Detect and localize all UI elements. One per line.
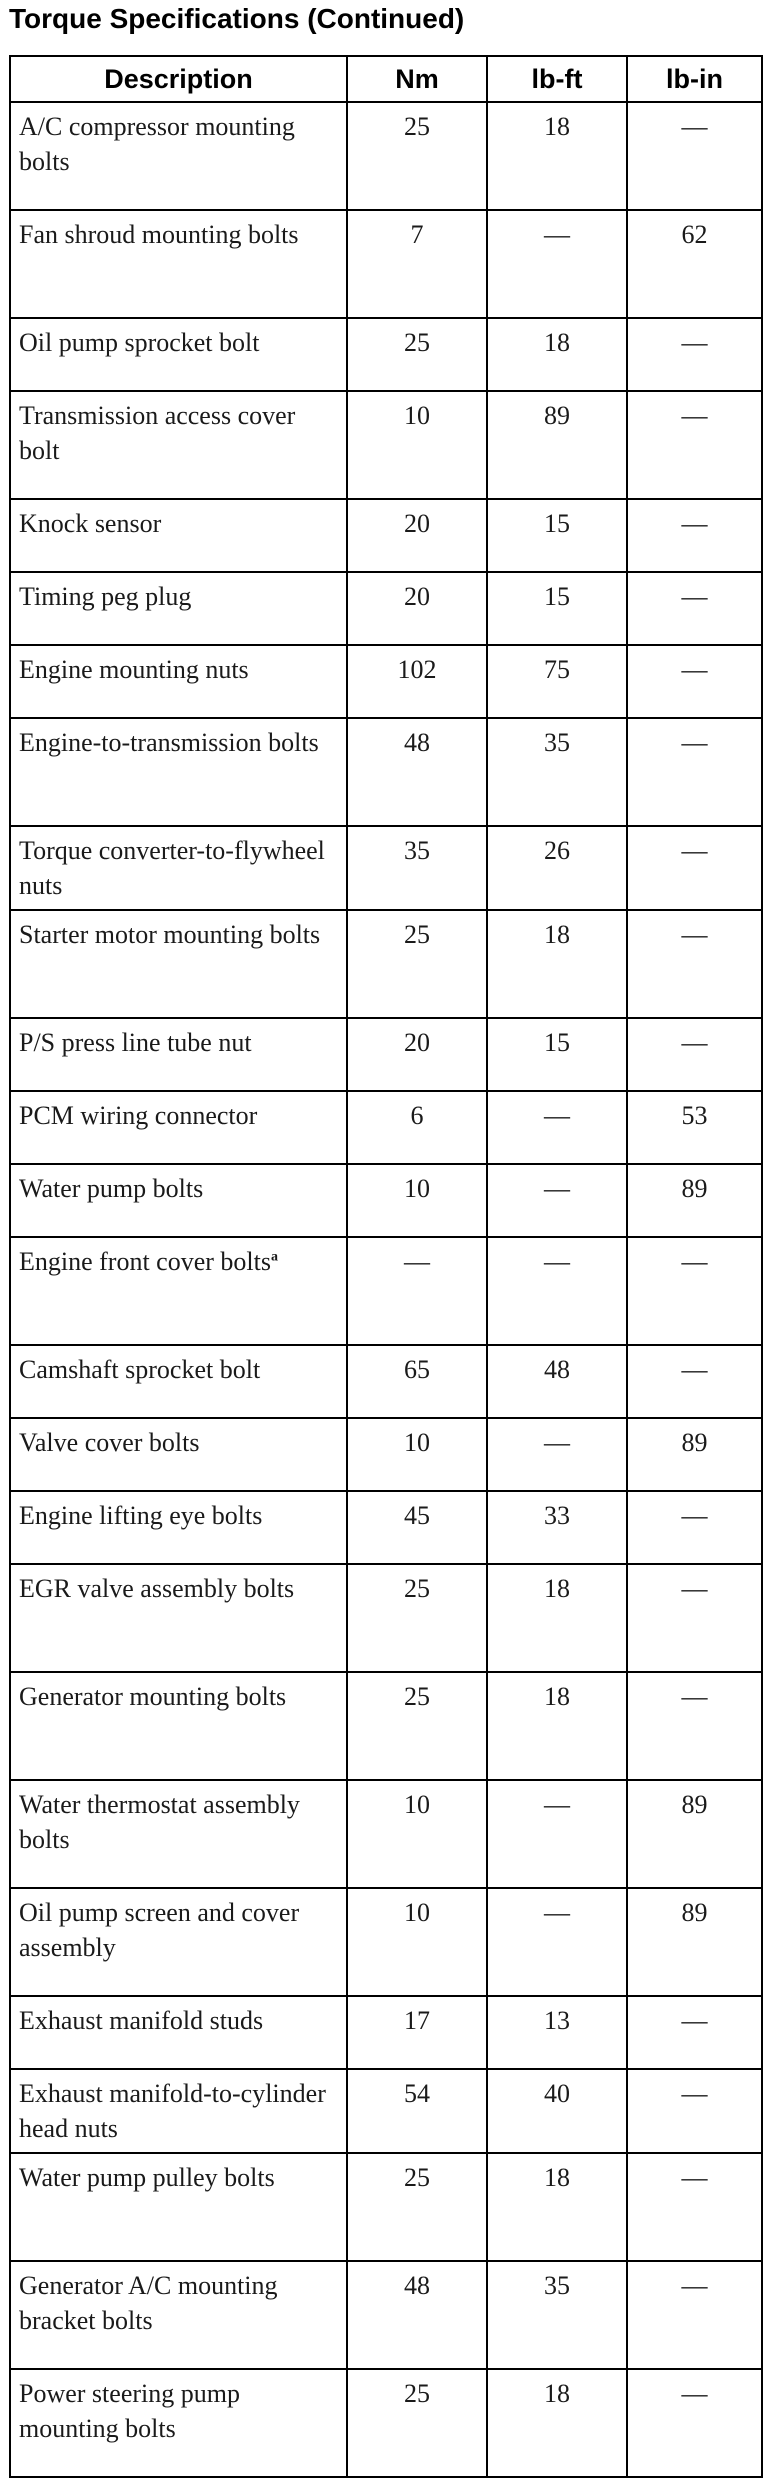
- description-text: Valve cover bolts: [19, 1428, 200, 1457]
- description-text: Water pump bolts: [19, 1174, 204, 1203]
- cell-lb-in: —: [627, 2369, 762, 2477]
- header-nm: Nm: [347, 56, 487, 102]
- description-text: Transmission access cover bolt: [19, 401, 296, 465]
- cell-description: [10, 826, 347, 910]
- header-lb-ft: lb-ft: [487, 56, 627, 102]
- cell-description: [10, 102, 347, 210]
- cell-lb-in: —: [627, 391, 762, 499]
- cell-lb-in: —: [627, 1491, 762, 1564]
- cell-lb-ft: 15: [487, 499, 627, 572]
- description-text: Torque converter-to-flywheel nuts: [19, 836, 325, 900]
- cell-lb-ft: —: [487, 1888, 627, 1996]
- cell-lb-in: —: [627, 499, 762, 572]
- cell-nm: 10: [347, 1780, 487, 1888]
- cell-description: [10, 210, 347, 318]
- cell-lb-in: —: [627, 718, 762, 826]
- description-text: P/S press line tube nut: [19, 1028, 252, 1057]
- table-row: [10, 910, 762, 1018]
- description-text: Engine front cover bolts: [19, 1247, 271, 1276]
- cell-description: [10, 718, 347, 826]
- cell-nm: 25: [347, 102, 487, 210]
- cell-lb-ft: 18: [487, 1672, 627, 1780]
- cell-nm: 20: [347, 572, 487, 645]
- cell-description: [10, 910, 347, 1018]
- table-row: [10, 499, 762, 572]
- cell-lb-in: —: [627, 1672, 762, 1780]
- description-text: Camshaft sprocket bolt: [19, 1355, 261, 1384]
- cell-nm: 17: [347, 1996, 487, 2069]
- cell-lb-ft: —: [487, 1091, 627, 1164]
- cell-lb-in: —: [627, 2069, 762, 2153]
- description-text: Fan shroud mounting bolts: [19, 220, 299, 249]
- table-header-row: [10, 56, 762, 102]
- page-title: Torque Specifications (Continued): [9, 3, 465, 34]
- cell-lb-in: 89: [627, 1780, 762, 1888]
- cell-lb-ft: 18: [487, 318, 627, 391]
- table-row: [10, 1091, 762, 1164]
- cell-nm: 25: [347, 1672, 487, 1780]
- cell-lb-in: —: [627, 1237, 762, 1345]
- description-text: PCM wiring connector: [19, 1101, 258, 1130]
- description-text: A/C compressor mounting bolts: [19, 112, 295, 176]
- cell-lb-in: —: [627, 572, 762, 645]
- cell-nm: —: [347, 1237, 487, 1345]
- cell-lb-in: 53: [627, 1091, 762, 1164]
- cell-nm: 25: [347, 1564, 487, 1672]
- cell-description: [10, 1418, 347, 1491]
- table-row: [10, 1237, 762, 1345]
- description-text: EGR valve assembly bolts: [19, 1574, 295, 1603]
- cell-nm: 20: [347, 499, 487, 572]
- table-row: [10, 2261, 762, 2369]
- cell-lb-ft: 18: [487, 2153, 627, 2261]
- torque-spec-table: [9, 55, 763, 2478]
- table-row: [10, 2369, 762, 2477]
- description-text: Generator mounting bolts: [19, 1682, 287, 1711]
- table-row: [10, 826, 762, 910]
- cell-nm: 6: [347, 1091, 487, 1164]
- header-description: Description: [10, 56, 347, 102]
- cell-lb-ft: 35: [487, 718, 627, 826]
- table-row: [10, 1018, 762, 1091]
- description-text: Power steering pump mounting bolts: [19, 2379, 240, 2443]
- table-row: [10, 572, 762, 645]
- description-text: Knock sensor: [19, 509, 162, 538]
- cell-nm: 20: [347, 1018, 487, 1091]
- cell-lb-ft: 40: [487, 2069, 627, 2153]
- description-text: Exhaust manifold-to-cylinder head nuts: [19, 2079, 326, 2143]
- table-row: [10, 210, 762, 318]
- description-text: Engine lifting eye bolts: [19, 1501, 263, 1530]
- cell-description: [10, 1164, 347, 1237]
- cell-description: [10, 1888, 347, 1996]
- description-text: Water pump pulley bolts: [19, 2163, 275, 2192]
- cell-nm: 54: [347, 2069, 487, 2153]
- cell-nm: 102: [347, 645, 487, 718]
- cell-description: [10, 318, 347, 391]
- cell-lb-in: —: [627, 1345, 762, 1418]
- table-row: [10, 1164, 762, 1237]
- cell-nm: 48: [347, 2261, 487, 2369]
- cell-nm: 25: [347, 2153, 487, 2261]
- table-row: [10, 1345, 762, 1418]
- description-text: Starter motor mounting bolts: [19, 920, 321, 949]
- cell-nm: 7: [347, 210, 487, 318]
- cell-description: [10, 1780, 347, 1888]
- cell-lb-in: —: [627, 1564, 762, 1672]
- cell-lb-ft: 18: [487, 1564, 627, 1672]
- cell-lb-ft: 18: [487, 910, 627, 1018]
- cell-nm: 25: [347, 2369, 487, 2477]
- cell-lb-ft: 18: [487, 102, 627, 210]
- cell-lb-in: 89: [627, 1888, 762, 1996]
- cell-lb-in: 89: [627, 1418, 762, 1491]
- cell-description: [10, 1672, 347, 1780]
- cell-lb-in: —: [627, 102, 762, 210]
- description-text: Oil pump sprocket bolt: [19, 328, 260, 357]
- header-lb-in: lb-in: [627, 56, 762, 102]
- cell-lb-ft: 15: [487, 1018, 627, 1091]
- cell-lb-ft: 18: [487, 2369, 627, 2477]
- cell-lb-ft: 89: [487, 391, 627, 499]
- cell-lb-ft: —: [487, 210, 627, 318]
- cell-description: [10, 2369, 347, 2477]
- table-row: [10, 2069, 762, 2153]
- cell-nm: 10: [347, 1164, 487, 1237]
- cell-description: [10, 1491, 347, 1564]
- table-row: [10, 1888, 762, 1996]
- cell-nm: 65: [347, 1345, 487, 1418]
- cell-nm: 10: [347, 391, 487, 499]
- cell-nm: 48: [347, 718, 487, 826]
- description-text: Water thermostat assembly bolts: [19, 1790, 300, 1854]
- table-row: [10, 1418, 762, 1491]
- description-text: Oil pump screen and cover assembly: [19, 1898, 300, 1962]
- cell-nm: 35: [347, 826, 487, 910]
- cell-lb-in: 89: [627, 1164, 762, 1237]
- table-row: [10, 2153, 762, 2261]
- cell-lb-ft: 15: [487, 572, 627, 645]
- description-text: Timing peg plug: [19, 582, 192, 611]
- cell-description: [10, 1564, 347, 1672]
- cell-description: [10, 2069, 347, 2153]
- table-row: [10, 391, 762, 499]
- cell-lb-ft: —: [487, 1164, 627, 1237]
- cell-lb-in: —: [627, 826, 762, 910]
- table-row: [10, 1564, 762, 1672]
- cell-description: [10, 1345, 347, 1418]
- cell-description: [10, 499, 347, 572]
- cell-lb-in: —: [627, 910, 762, 1018]
- cell-lb-ft: —: [487, 1780, 627, 1888]
- cell-lb-ft: 13: [487, 1996, 627, 2069]
- cell-description: [10, 645, 347, 718]
- table-row: [10, 718, 762, 826]
- cell-description: [10, 1018, 347, 1091]
- cell-lb-ft: 35: [487, 2261, 627, 2369]
- table-row: [10, 645, 762, 718]
- table-row: [10, 102, 762, 210]
- description-text: Generator A/C mounting bracket bolts: [19, 2271, 278, 2335]
- cell-lb-ft: 75: [487, 645, 627, 718]
- cell-lb-ft: 33: [487, 1491, 627, 1564]
- cell-lb-in: —: [627, 645, 762, 718]
- cell-lb-ft: 48: [487, 1345, 627, 1418]
- footnote-marker: a: [271, 1249, 278, 1265]
- cell-lb-in: —: [627, 318, 762, 391]
- table-row: [10, 1996, 762, 2069]
- table-row: [10, 1491, 762, 1564]
- cell-lb-in: —: [627, 1018, 762, 1091]
- table-row: [10, 1780, 762, 1888]
- table-row: [10, 318, 762, 391]
- cell-description: [10, 391, 347, 499]
- cell-description: [10, 1996, 347, 2069]
- description-text: Exhaust manifold studs: [19, 2006, 264, 2035]
- cell-lb-in: —: [627, 1996, 762, 2069]
- cell-nm: 10: [347, 1418, 487, 1491]
- description-text: Engine mounting nuts: [19, 655, 249, 684]
- cell-nm: 25: [347, 318, 487, 391]
- cell-lb-in: —: [627, 2261, 762, 2369]
- cell-description: [10, 1091, 347, 1164]
- cell-description: [10, 2153, 347, 2261]
- cell-lb-ft: 26: [487, 826, 627, 910]
- cell-lb-in: —: [627, 2153, 762, 2261]
- cell-description: [10, 2261, 347, 2369]
- cell-nm: 25: [347, 910, 487, 1018]
- cell-lb-ft: —: [487, 1418, 627, 1491]
- cell-nm: 45: [347, 1491, 487, 1564]
- cell-lb-in: 62: [627, 210, 762, 318]
- cell-description: [10, 1237, 347, 1345]
- cell-nm: 10: [347, 1888, 487, 1996]
- cell-lb-ft: —: [487, 1237, 627, 1345]
- description-text: Engine-to-transmission bolts: [19, 728, 319, 757]
- cell-description: [10, 572, 347, 645]
- table-row: [10, 1672, 762, 1780]
